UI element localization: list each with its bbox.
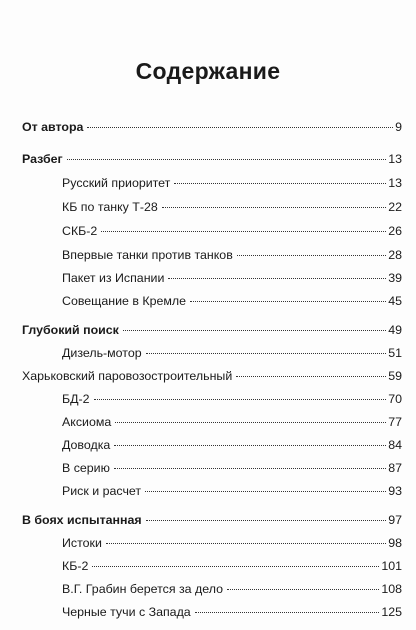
toc-item-entry[interactable]: [22, 559, 402, 574]
toc-item-entry[interactable]: [22, 392, 402, 407]
toc-dot-leader: [101, 231, 386, 232]
toc-item-entry[interactable]: [22, 346, 402, 361]
toc-dot-leader: [67, 159, 387, 160]
toc-item-label: Аксиома: [62, 415, 112, 429]
toc-dot-leader: [162, 207, 386, 208]
toc-page-number: 70: [388, 392, 402, 406]
toc-section-entry[interactable]: [22, 513, 402, 528]
toc-item-label: В серию: [62, 461, 110, 475]
toc-section-label: В боях испытанная: [22, 513, 142, 527]
toc-page-number: 51: [388, 346, 402, 360]
toc-page-number: 9: [395, 120, 402, 134]
toc-page-number: 28: [388, 248, 402, 262]
toc-page-number: 22: [388, 200, 402, 214]
toc-item-entry[interactable]: [22, 438, 402, 453]
toc-section-entry[interactable]: [22, 152, 402, 167]
toc-item-label: Русский приоритет: [62, 176, 171, 190]
toc-item-entry[interactable]: [22, 415, 402, 430]
toc-dot-leader: [174, 183, 386, 184]
toc-section-label: Разбег: [22, 152, 63, 166]
toc-item-entry[interactable]: [22, 369, 402, 384]
toc-page-number: 49: [388, 323, 402, 337]
toc-page-number: 98: [388, 536, 402, 550]
toc-page-number: 87: [388, 461, 402, 475]
toc-page-number: 97: [388, 513, 402, 527]
toc-page-number: 13: [388, 176, 402, 190]
toc-dot-leader: [227, 589, 379, 590]
toc-dot-leader: [106, 543, 386, 544]
toc-item-entry[interactable]: [22, 605, 402, 620]
toc-section-label: От автора: [22, 120, 84, 134]
toc-dot-leader: [123, 330, 386, 331]
toc-page-number: 101: [381, 559, 402, 573]
toc-item-label: Впервые танки против танков: [62, 248, 233, 262]
toc-item-label: Черные тучи с Запада: [62, 605, 191, 619]
toc-item-label: КБ по танку Т-28: [62, 200, 158, 214]
toc-page-number: 108: [381, 582, 402, 596]
toc-item-label: Харьковский паровозостроительный: [22, 369, 233, 383]
toc-item-entry[interactable]: [22, 582, 402, 597]
toc-dot-leader: [94, 399, 387, 400]
toc-page-number: 93: [388, 484, 402, 498]
toc-item-entry[interactable]: [22, 200, 402, 215]
toc-dot-leader: [236, 376, 386, 377]
toc-item-entry[interactable]: [22, 224, 402, 239]
toc-item-entry[interactable]: [22, 484, 402, 499]
toc-item-label: Истоки: [62, 536, 102, 550]
toc-item-entry[interactable]: [22, 294, 402, 309]
toc-item-entry[interactable]: [22, 248, 402, 263]
toc-item-label: БД-2: [62, 392, 90, 406]
toc-dot-leader: [114, 445, 386, 446]
page-title: Содержание: [135, 58, 281, 84]
toc-dot-leader: [168, 278, 386, 279]
toc-dot-leader: [114, 468, 386, 469]
toc-item-entry[interactable]: [22, 176, 402, 191]
toc-section-entry[interactable]: [22, 323, 402, 338]
toc-page-number: 39: [388, 271, 402, 285]
toc-dot-leader: [146, 353, 387, 354]
toc-section-entry[interactable]: [22, 120, 402, 135]
toc-item-entry[interactable]: [22, 536, 402, 551]
toc-item-label: СКБ-2: [62, 224, 98, 238]
toc-item-label: Дизель-мотор: [62, 346, 142, 360]
toc-dot-leader: [115, 422, 386, 423]
toc-dot-leader: [145, 491, 386, 492]
toc-page-number: 26: [388, 224, 402, 238]
toc-dot-leader: [92, 566, 379, 567]
toc-item-label: Пакет из Испании: [62, 271, 165, 285]
toc-page-number: 59: [388, 369, 402, 383]
toc-section-label: Глубокий поиск: [22, 323, 119, 337]
toc-item-label: Совещание в Кремле: [62, 294, 187, 308]
toc-page-number: 13: [388, 152, 402, 166]
toc-dot-leader: [87, 127, 393, 128]
toc-item-entry[interactable]: [22, 271, 402, 286]
toc-page-number: 77: [388, 415, 402, 429]
toc-item-label: Доводка: [62, 438, 111, 452]
toc-page-number: 45: [388, 294, 402, 308]
toc-item-label: Риск и расчет: [62, 484, 142, 498]
toc-item-label: В.Г. Грабин берется за дело: [62, 582, 223, 596]
toc-page-number: 84: [388, 438, 402, 452]
toc-item-entry[interactable]: [22, 461, 402, 476]
toc-item-label: КБ-2: [62, 559, 89, 573]
toc-dot-leader: [190, 301, 386, 302]
toc-dot-leader: [237, 255, 386, 256]
toc-page-number: 125: [381, 605, 402, 619]
toc-dot-leader: [195, 612, 380, 613]
toc-dot-leader: [146, 520, 387, 521]
